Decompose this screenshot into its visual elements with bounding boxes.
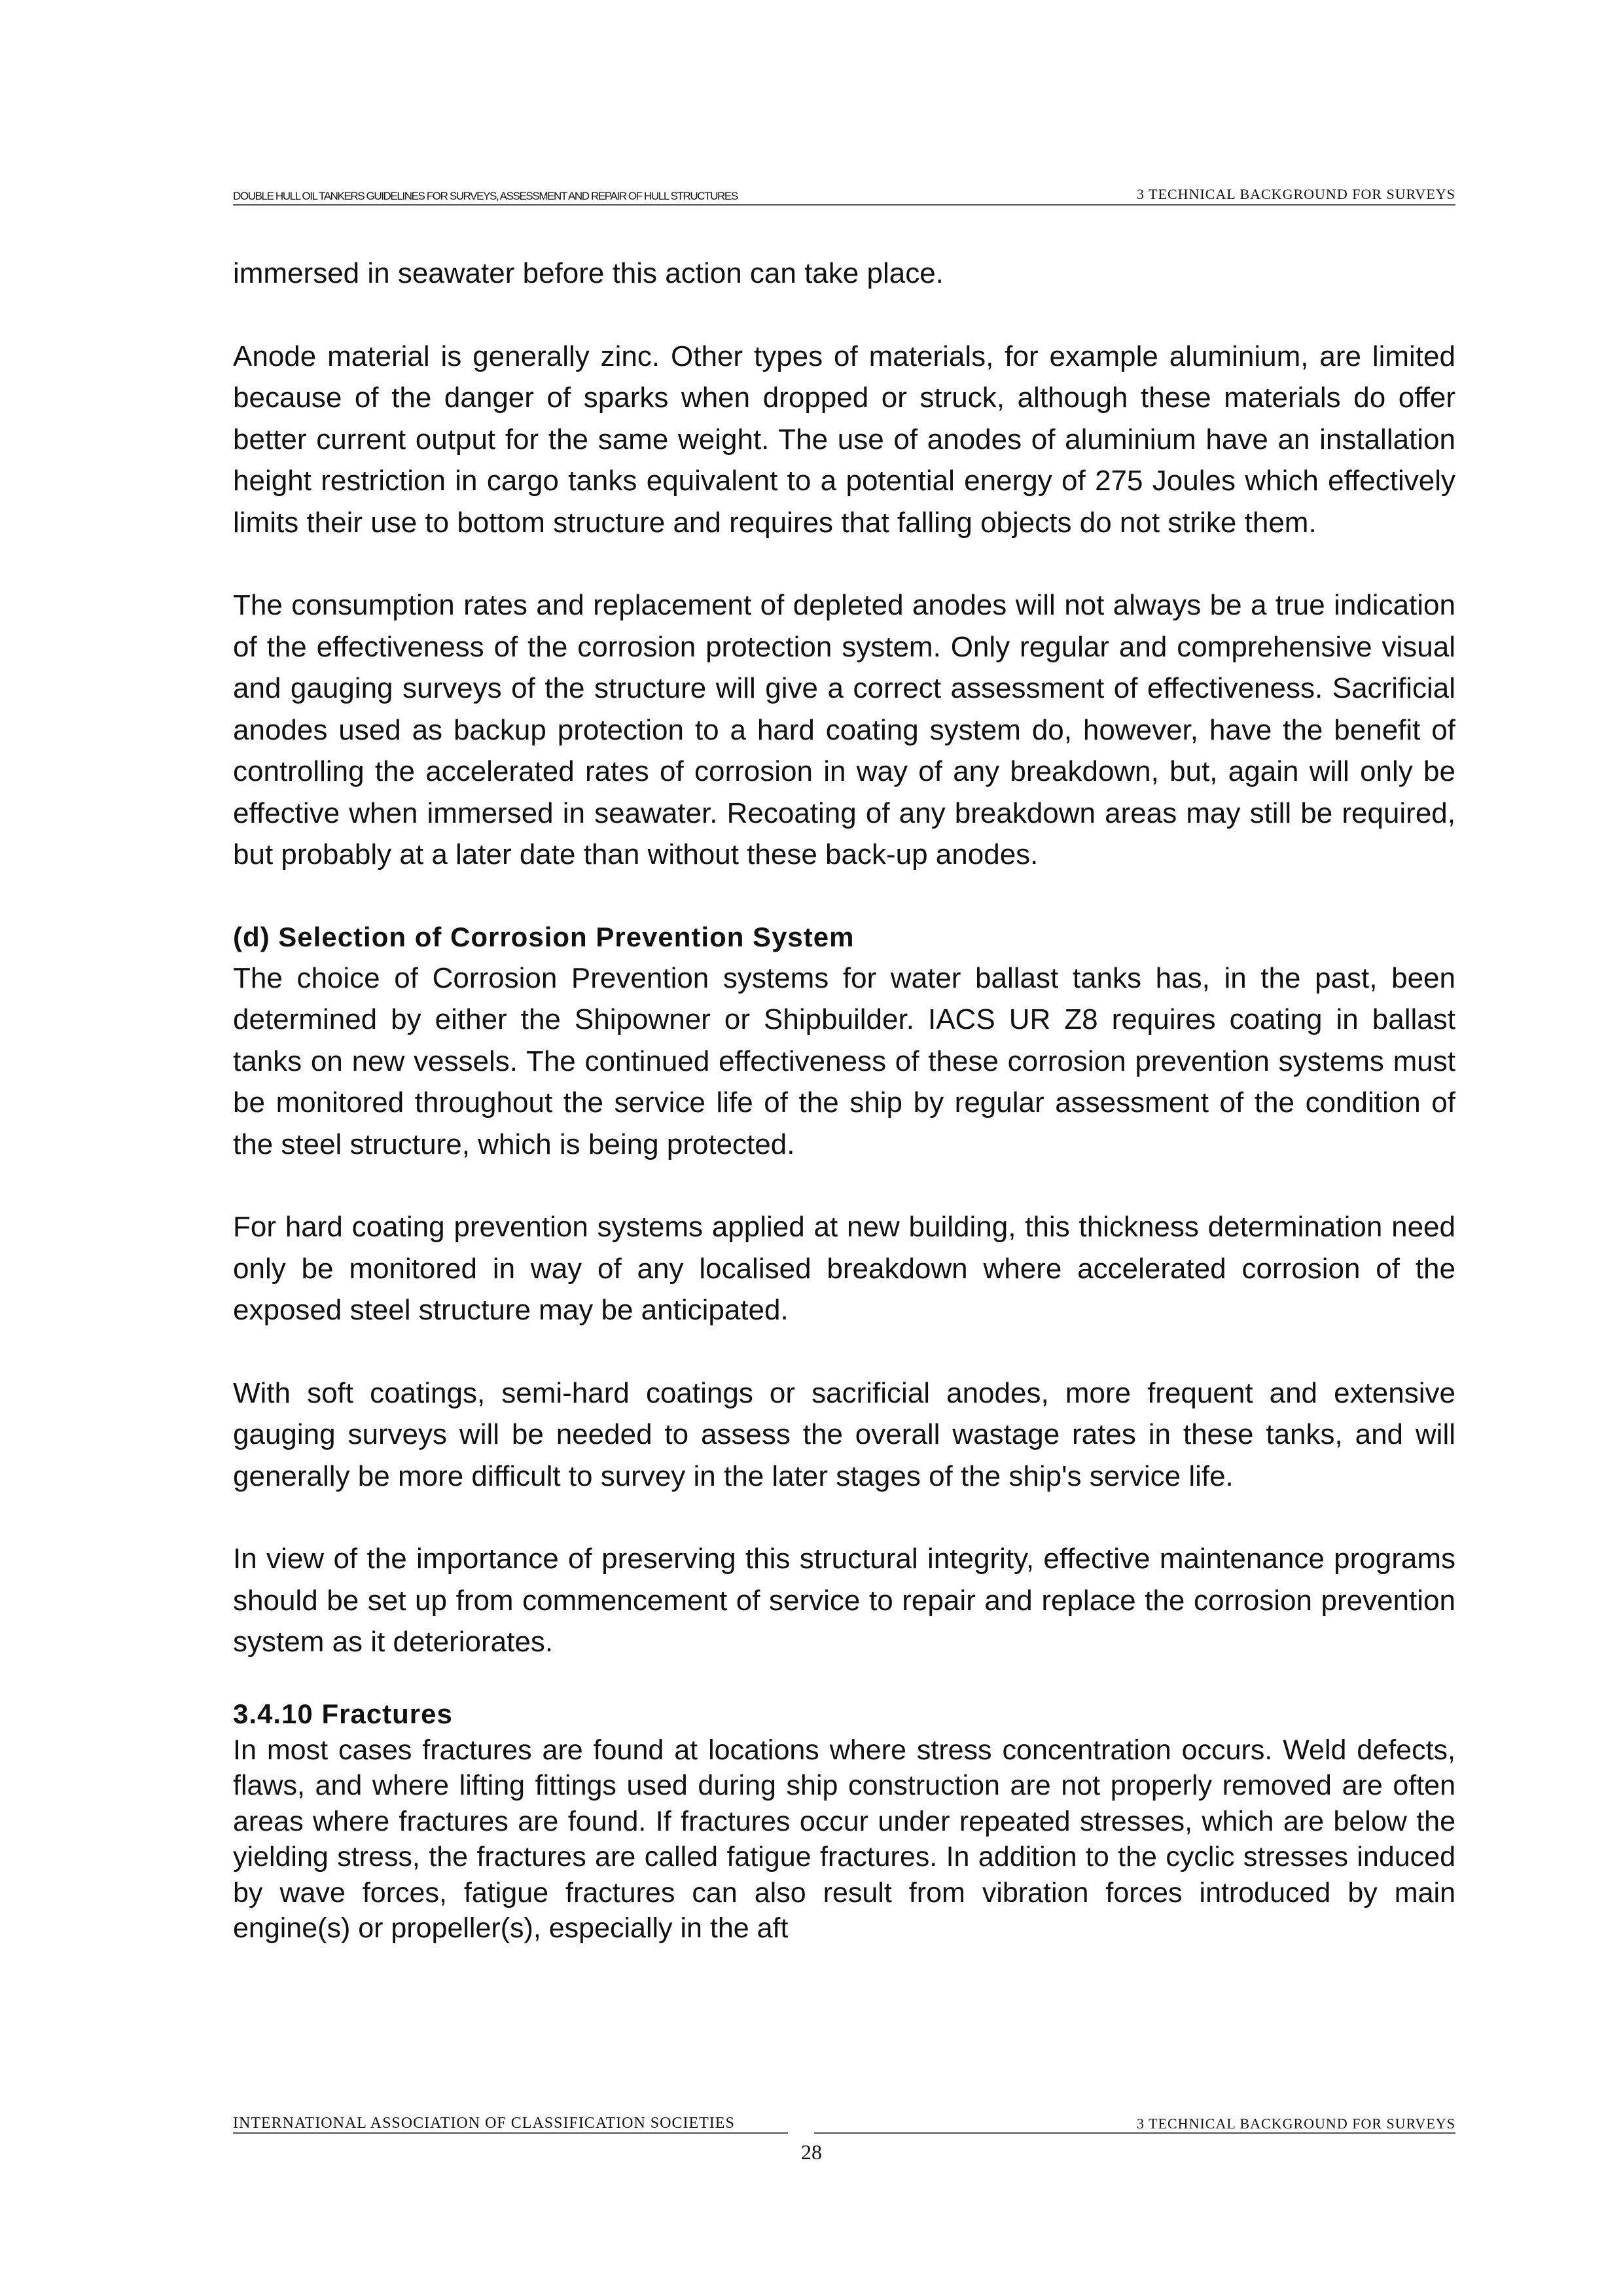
paragraph-maintenance-programs: In view of the importance of preserving this structural integrity, effective maintenance programs should be set up from commencement of service to repair and replace the corrosion prevention system as it deteriorates. <box>233 1543 1455 1658</box>
main-text <box>233 253 1455 1946</box>
running-footer <box>233 2114 1455 2134</box>
paragraph-immersed: immersed in seawater before this action can take place. <box>233 257 944 289</box>
paragraph-anode-material: Anode material is generally zinc. Other types of materials, for example aluminium, are limited because of the danger of sparks when dropped or struck, although these materials do offer better current output for the same weight. The use of anodes of aluminium have an installation height restriction in cargo tanks equivalent to a potential energy of 275 Joules which effectively limits their use to bottom structure and requires that falling objects do not strike them. <box>233 340 1455 539</box>
header-chapter-title: 3 TECHNICAL BACKGROUND FOR SURVEYS <box>1137 186 1455 202</box>
paragraph-choice-of-systems: The choice of Corrosion Prevention systems for water ballast tanks has, in the past, been determined by either the Shipowner or Shipbuilder. IACS UR Z8 requires coating in ballast tanks on new vessels. The continued effectiveness of these corrosion prevention systems must be monitored throughout the service life of the ship by regular assessment of the condition of the steel structure, which is being protected. <box>233 961 1455 1160</box>
paragraph-hard-coating: For hard coating prevention systems applied at new building, this thickness determination need only be monitored in way of any localised breakdown where accelerated corrosion of the exposed steel structure may be anticipated. <box>233 1211 1455 1326</box>
paragraph-consumption-rates: The consumption rates and replacement of depleted anodes will not always be a true indication of the effectiveness of the corrosion protection system. Only regular and comprehensive visual and gauging surveys of the structure will give a correct assessment of effectiveness. Sacrificial anodes used as backup protection to a hard coating system do, however, have the benefit of controlling the accelerated rates of corrosion in way of any breakdown, but, again will only be effective when immersed in seawater. Recoating of any breakdown areas may still be required, but probably at a later date than without these back-up anodes. <box>233 589 1455 870</box>
paragraph-soft-coatings: With soft coatings, semi-hard coatings or sacrificial anodes, more frequent and extensive gauging surveys will be needed to assess the overall wastage rates in these tanks, and will generally be more difficult to survey in the later stages of the ship's service life. <box>233 1376 1455 1492</box>
heading-fractures: 3.4.10 Fractures <box>233 1698 453 1729</box>
paragraph-fractures: In most cases fractures are found at locations where stress concentration occurs. Weld defects, flaws, and where lifting fittings used during ship construction are not properly removed are often areas where fractures are found. If fractures occur under repeated stresses, which are below the yielding stress, the fractures are called fatigue fractures. In addition to the cyclic stresses induced by wave forces, fatigue fractures can also result from vibration forces introduced by main engine(s) or propeller(s), especially in the aft <box>233 1734 1455 1944</box>
heading-selection-corrosion-prevention: (d) Selection of Corrosion Prevention System <box>233 921 855 952</box>
running-header <box>233 186 1455 206</box>
footer-chapter-title: 3 TECHNICAL BACKGROUND FOR SURVEYS <box>814 2115 1455 2134</box>
page-number: 28 <box>801 2140 822 2164</box>
footer-organization: INTERNATIONAL ASSOCIATION OF CLASSIFICATION SOCIETIES <box>233 2115 788 2134</box>
header-document-title: DOUBLE HULL OIL TANKERS GUIDELINES FOR SURVEYS, ASSESSMENT AND REPAIR OF HULL STRUCTURES <box>233 190 738 202</box>
